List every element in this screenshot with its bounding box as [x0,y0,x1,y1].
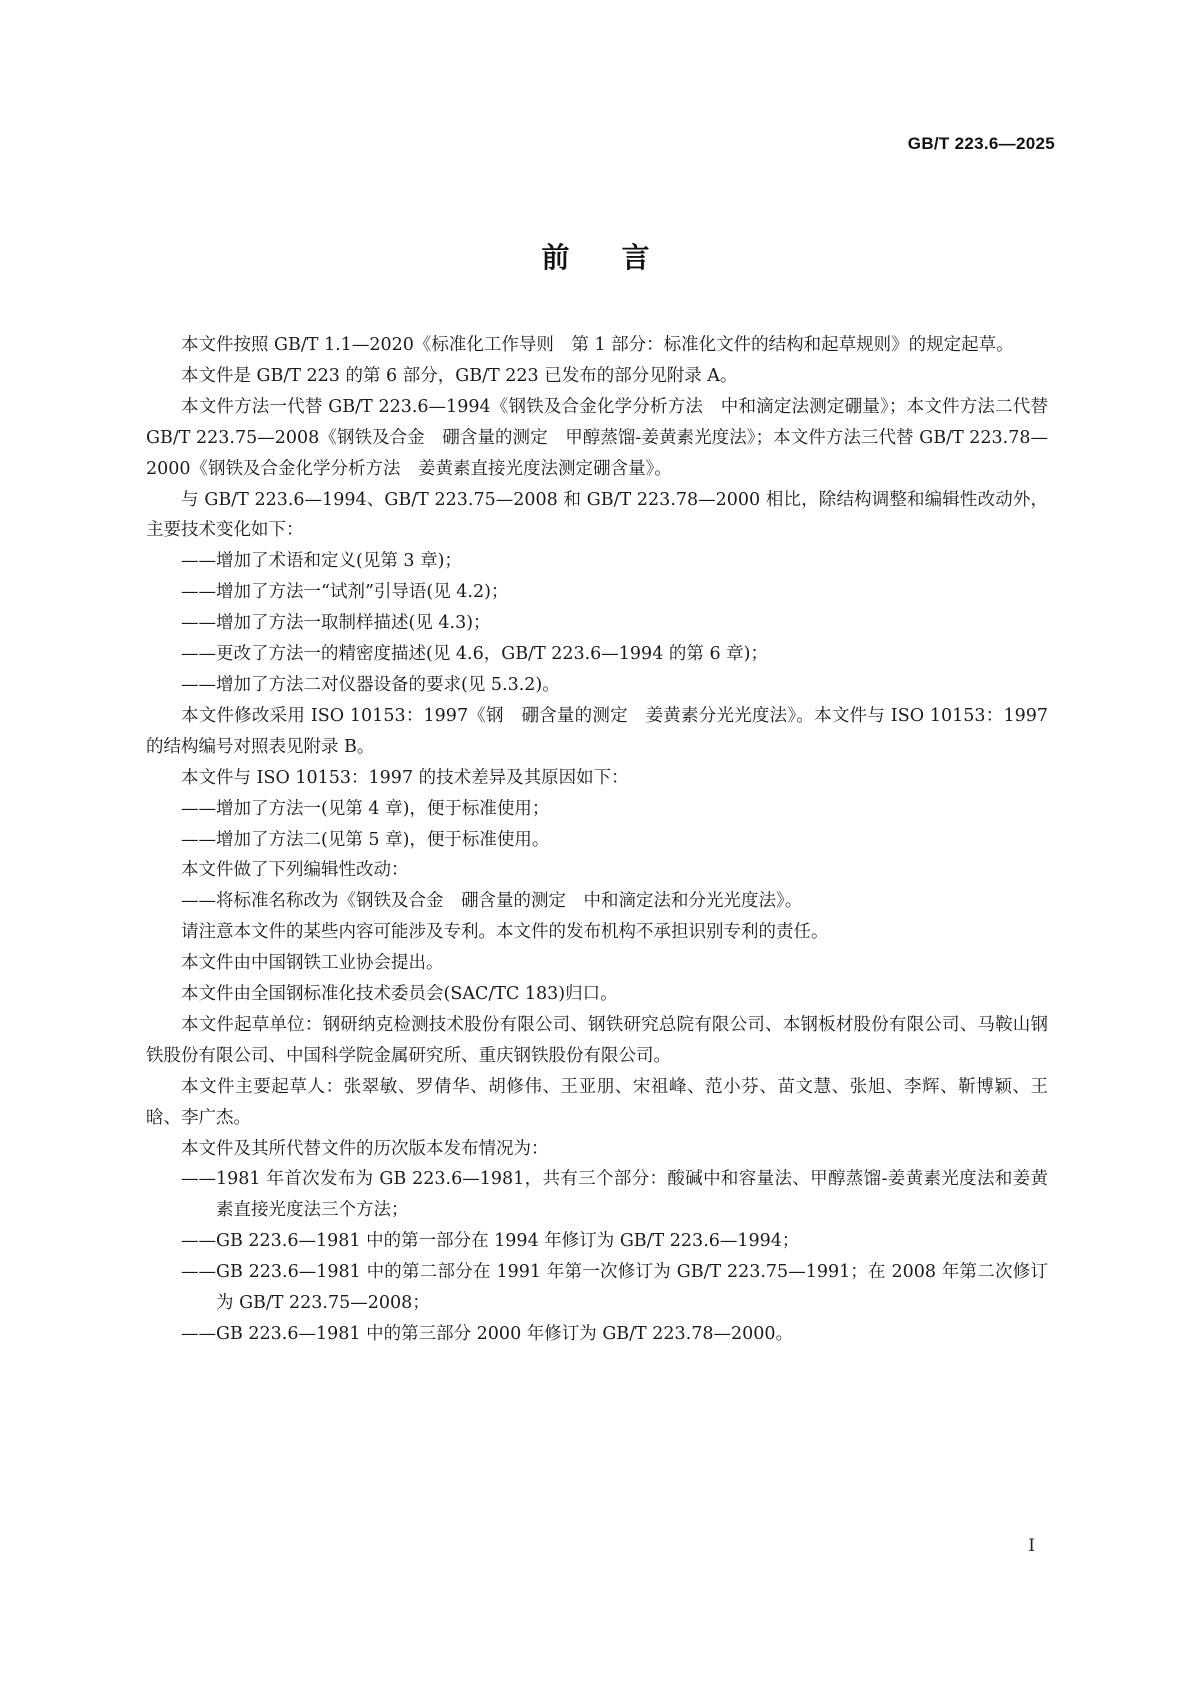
paragraph: 本文件做了下列编辑性改动： [181,860,409,881]
title-char-1: 前 [541,241,570,274]
paragraph: 请注意本文件的某些内容可能涉及专利。本文件的发布机构不承担识别专利的责任。 [181,922,829,943]
paragraph: 本文件是 GB/T 223 的第 6 部分，GB/T 223 已发布的部分见附录 A。 [181,365,738,386]
list-item: ——增加了方法一取制样描述(见 4.3)； [181,613,491,634]
standard-number: GB/T 223.6—2025 [907,134,1055,153]
title-char-2: 言 [621,241,650,274]
paragraph: 与 GB/T 223.6—1994、GB/T 223.75—2008 和 GB/T 223.78—2000 相比，除结构调整和编辑性改动外，主要技术变化如下： [146,489,1048,541]
list-item: ——增加了方法二(见第 5 章)，便于标准使用。 [181,829,550,850]
list-item: ——GB 223.6—1981 中的第三部分 2000 年修订为 GB/T 223.78—2000。 [181,1324,794,1344]
list-item: ——将标准名称改为《钢铁及合金 硼含量的测定 中和滴定法和分光光度法》。 [181,891,803,912]
page-title [0,236,1191,276]
paragraph: 本文件方法一代替 GB/T 223.6—1994《钢铁及合金化学分析方法 中和滴定法测定硼量》；本文件方法二代替 GB/T 223.75—2008《钢铁及合金 硼含量的测定 甲醇蒸馏-姜黄素光度法》；本文件方法三代替 GB/T 223.78—2000《钢铁及合金化学分析方法 姜黄素直接光度法测定硼含量》。 [146,396,1048,479]
paragraph: 本文件由中国钢铁工业协会提出。 [181,953,444,974]
paragraph: 本文件与 ISO 10153：1997 的技术差异及其原因如下： [181,767,629,788]
paragraph: 本文件主要起草人：张翠敏、罗倩华、胡修伟、王亚朋、宋祖峰、范小芬、苗文慧、张旭、李辉、靳博颖、王晗、李广杰。 [146,1076,1048,1128]
list-item: ——增加了术语和定义(见第 3 章)； [181,551,462,572]
paragraph: 本文件修改采用 ISO 10153：1997《钢 硼含量的测定 姜黄素分光光度法》。本文件与 ISO 10153：1997 的结构编号对照表见附录 B。 [146,705,1048,757]
list-item: ——GB 223.6—1981 中的第一部分在 1994 年修订为 GB/T 223.6—1994； [181,1231,800,1252]
paragraph: 本文件按照 GB/T 1.1—2020《标准化工作导则 第 1 部分：标准化文件的结构和起草规则》的规定起草。 [181,335,1014,355]
list-item: ——1981 年首次发布为 GB 223.6—1981，共有三个部分：酸碱中和容量法、甲醇蒸馏-姜黄素光度法和姜黄素直接光度法三个方法； [181,1169,1048,1221]
page-number: I [1028,1536,1035,1556]
list-item: ——增加了方法一“试剂”引导语(见 4.2)； [181,582,509,603]
paragraph: 本文件及其所代替文件的历次版本发布情况为： [181,1138,549,1159]
paragraph: 本文件由全国钢标准化技术委员会(SAC/TC 183)归口。 [181,984,618,1005]
paragraph: 本文件起草单位：钢研纳克检测技术股份有限公司、钢铁研究总院有限公司、本钢板材股份有限公司、马鞍山钢铁股份有限公司、中国科学院金属研究所、重庆钢铁股份有限公司。 [146,1014,1048,1066]
list-item: ——增加了方法二对仪器设备的要求(见 5.3.2)。 [181,674,560,695]
list-item: ——更改了方法一的精密度描述(见 4.6，GB/T 223.6—1994 的第 6 章)； [181,644,768,665]
list-item: ——增加了方法一(见第 4 章)，便于标准使用； [181,798,550,819]
list-item: ——GB 223.6—1981 中的第二部分在 1991 年第一次修订为 GB/T 223.75—1991；在 2008 年第二次修订为 GB/T 223.75—2008； [181,1262,1048,1314]
foreword-body [146,330,1048,1350]
